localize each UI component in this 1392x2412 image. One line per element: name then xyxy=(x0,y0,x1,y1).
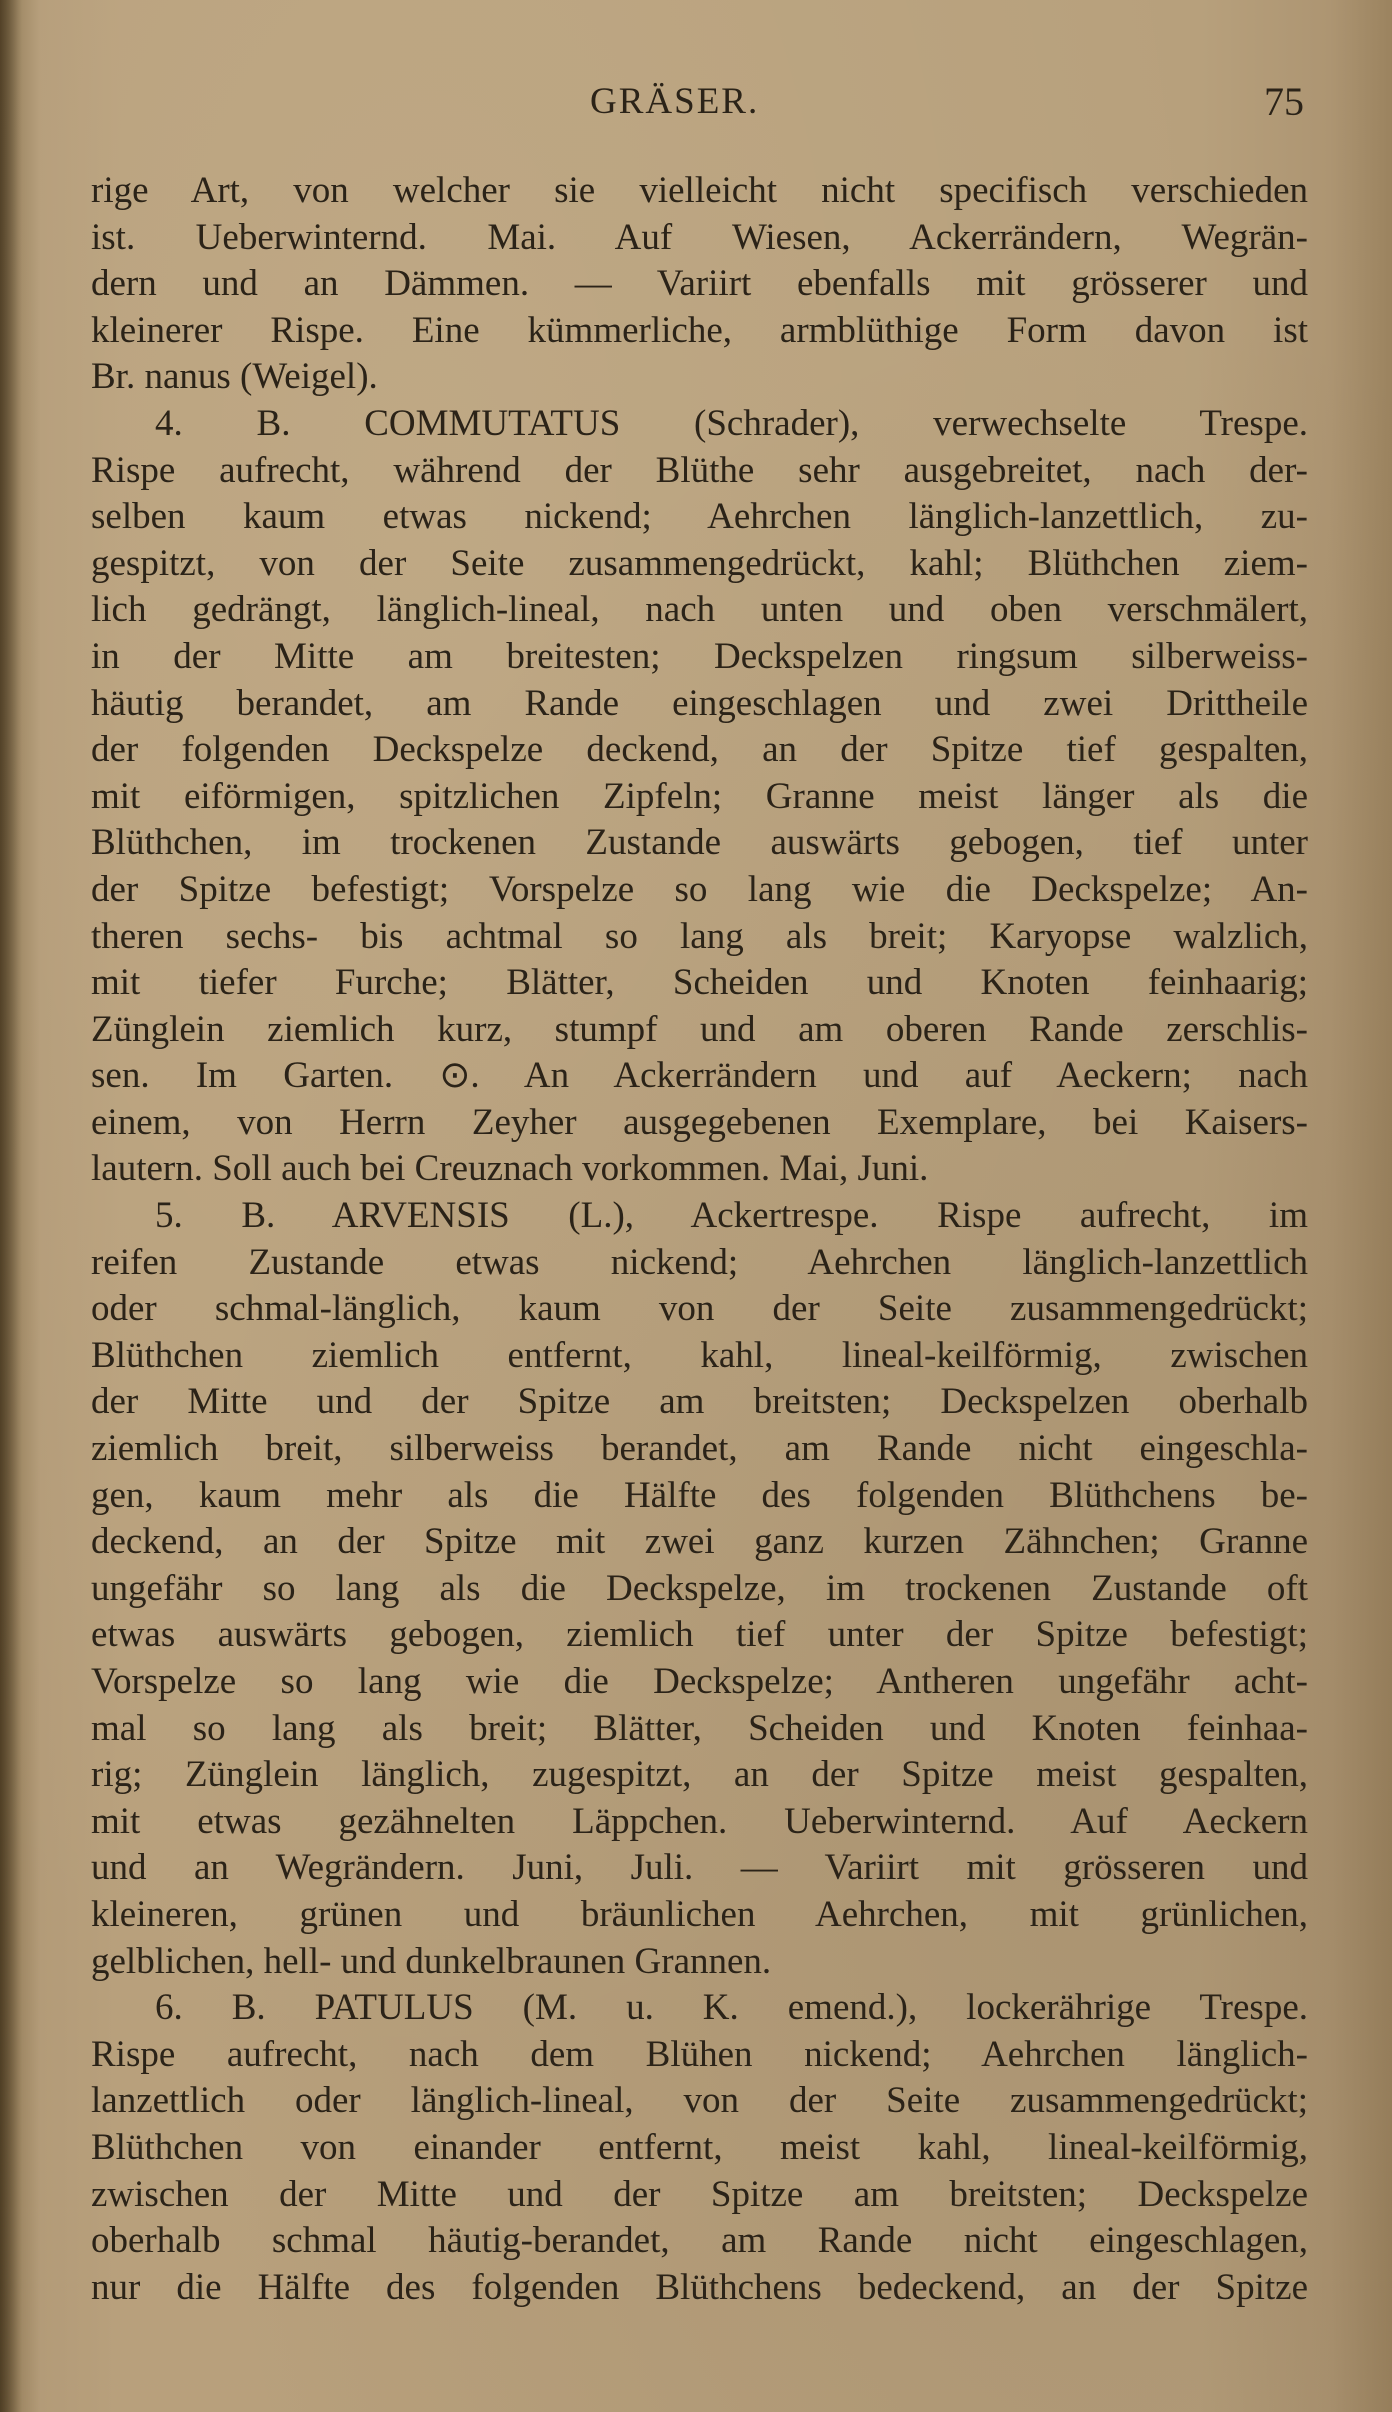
text-line: Br. nanus (Weigel). xyxy=(91,356,378,398)
text-line: deckend, an der Spitze mit zwei ganz kurzen Zähnchen; Granne xyxy=(91,1521,1308,1563)
text-line: 5. B. ARVENSIS (L.), Ackertrespe. Rispe aufrecht, im xyxy=(155,1195,1308,1237)
text-line: rige Art, von welcher sie vielleicht nicht specifisch verschieden xyxy=(91,170,1308,211)
text-line: nur die Hälfte des folgenden Blüthchens bedeckend, an der Spitze xyxy=(91,2266,1308,2308)
text-line: Blüthchen ziemlich entfernt, kahl, lineal-keilförmig, zwischen xyxy=(91,1334,1308,1376)
text-line: einem, von Herrn Zeyher ausgegebenen Exemplare, bei Kaisers- xyxy=(91,1101,1308,1143)
text-line: sen. Im Garten. ⊙. An Ackerrändern und auf Aeckern; nach xyxy=(91,1055,1308,1097)
text-line: Blüthchen, im trockenen Zustande auswärts gebogen, tief unter xyxy=(91,822,1308,864)
text-line: der Mitte und der Spitze am breitsten; Deckspelzen oberhalb xyxy=(91,1381,1308,1423)
text-line: zwischen der Mitte und der Spitze am breitsten; Deckspelze xyxy=(91,2173,1308,2215)
text-line: 4. B. COMMUTATUS (Schrader), verwechselte Trespe. xyxy=(155,402,1308,444)
text-line: kleinerer Rispe. Eine kümmerliche, armblüthige Form davon ist xyxy=(91,309,1308,351)
text-line: ziemlich breit, silberweiss berandet, am Rande nicht eingeschla- xyxy=(91,1428,1308,1470)
text-line: gelblichen, hell- und dunkelbraunen Grannen. xyxy=(91,1940,772,1982)
text-line: Blüthchen von einander entfernt, meist kahl, lineal-keilförmig, xyxy=(91,2126,1308,2168)
page-number: 75 xyxy=(1264,79,1304,124)
text-line: der folgenden Deckspelze deckend, an der Spitze tief gespalten, xyxy=(91,729,1308,771)
text-line: oberhalb schmal häutig-berandet, am Rande nicht eingeschlagen, xyxy=(91,2220,1308,2262)
text-line: theren sechs- bis achtmal so lang als breit; Karyopse walzlich, xyxy=(91,915,1308,957)
text-line: und an Wegrändern. Juni, Juli. — Variirt mit grösseren und xyxy=(91,1847,1308,1889)
text-line: in der Mitte am breitesten; Deckspelzen ringsum silberweiss- xyxy=(91,635,1308,677)
text-line: lich gedrängt, länglich-lineal, nach unten und oben verschmälert, xyxy=(91,589,1308,631)
text-line: 6. B. PATULUS (M. u. K. emend.), lockerährige Trespe. xyxy=(155,1987,1308,2029)
text-line: gen, kaum mehr als die Hälfte des folgenden Blüthchens be- xyxy=(91,1474,1308,1516)
text-line: etwas auswärts gebogen, ziemlich tief unter der Spitze befestigt; xyxy=(91,1614,1308,1656)
page-spine-shadow xyxy=(0,0,22,2412)
running-title: GRÄSER. xyxy=(590,81,760,122)
text-line: mit tiefer Furche; Blätter, Scheiden und Knoten feinhaarig; xyxy=(91,962,1308,1004)
text-line: lautern. Soll auch bei Creuznach vorkommen. Mai, Juni. xyxy=(91,1148,929,1190)
text-line: Zünglein ziemlich kurz, stumpf und am oberen Rande zerschlis- xyxy=(91,1008,1308,1050)
text-line: lanzettlich oder länglich-lineal, von der Seite zusammengedrückt; xyxy=(91,2080,1308,2122)
text-line: Rispe aufrecht, während der Blüthe sehr ausgebreitet, nach der- xyxy=(91,449,1308,491)
text-line: oder schmal-länglich, kaum von der Seite zusammengedrückt; xyxy=(91,1288,1308,1330)
text-line: dern und an Dämmen. — Variirt ebenfalls mit grösserer und xyxy=(91,263,1308,305)
text-line: ist. Ueberwinternd. Mai. Auf Wiesen, Ackerrändern, Wegrän- xyxy=(91,216,1308,258)
text-line: reifen Zustande etwas nickend; Aehrchen länglich-lanzettlich xyxy=(91,1241,1308,1283)
text-line: kleineren, grünen und bräunlichen Aehrchen, mit grünlichen, xyxy=(91,1893,1308,1935)
body-text xyxy=(91,168,1308,2311)
text-line: ungefähr so lang als die Deckspelze, im trockenen Zustande oft xyxy=(91,1567,1308,1609)
text-line: Vorspelze so lang wie die Deckspelze; Antheren ungefähr acht- xyxy=(91,1661,1308,1702)
text-line: selben kaum etwas nickend; Aehrchen länglich-lanzettlich, zu- xyxy=(91,496,1308,538)
text-line: rig; Zünglein länglich, zugespitzt, an der Spitze meist gespalten, xyxy=(91,1754,1308,1796)
running-header xyxy=(0,78,1392,128)
text-line: Rispe aufrecht, nach dem Blühen nickend; Aehrchen länglich- xyxy=(91,2033,1308,2075)
text-line: mit etwas gezähnelten Läppchen. Ueberwinternd. Auf Aeckern xyxy=(91,1800,1308,1842)
text-line: der Spitze befestigt; Vorspelze so lang wie die Deckspelze; An- xyxy=(91,868,1308,910)
text-line: mal so lang als breit; Blätter, Scheiden und Knoten feinhaa- xyxy=(91,1707,1308,1749)
text-line: gespitzt, von der Seite zusammengedrückt, kahl; Blüthchen ziem- xyxy=(91,542,1308,584)
text-line: mit eiförmigen, spitzlichen Zipfeln; Granne meist länger als die xyxy=(91,775,1308,817)
text-line: häutig berandet, am Rande eingeschlagen und zwei Drittheile xyxy=(91,682,1308,724)
